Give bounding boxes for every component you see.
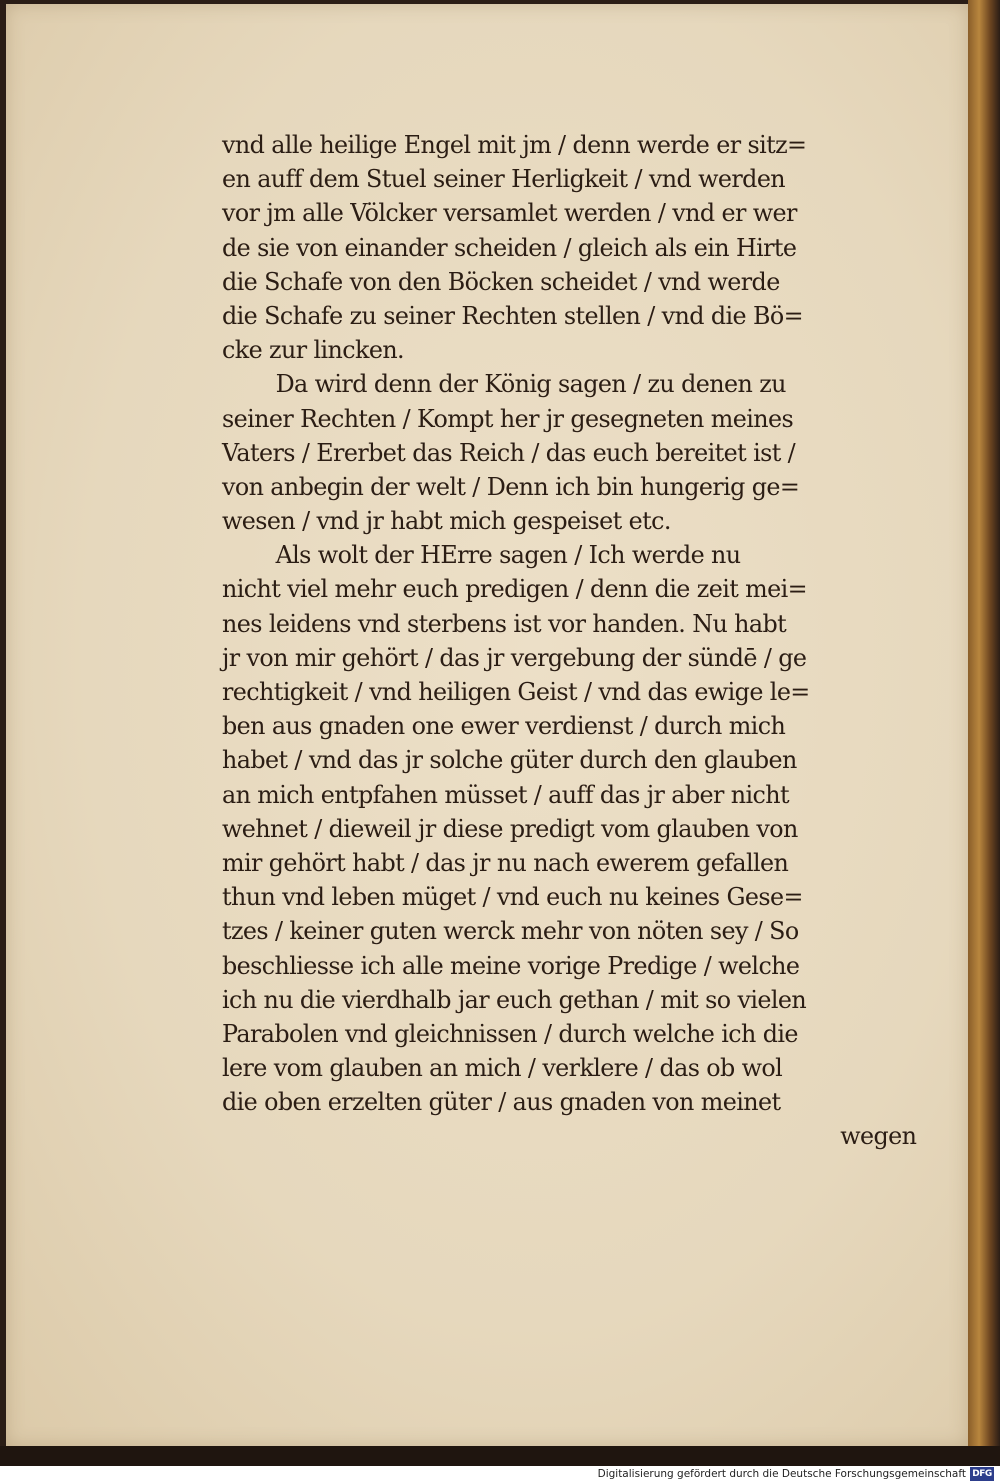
text-line: tzes / keiner guten werck mehr von nöten sey / So [222, 917, 799, 946]
text-line: ben aus gnaden one ewer verdienst / durch mich [222, 712, 786, 741]
funding-credit: Digitalisierung gefördert durch die Deutsche Forschungsgemeinschaft [597, 1468, 966, 1480]
text-line: seiner Rechten / Kompt her jr gesegneten meines [222, 404, 794, 433]
page-text [222, 128, 928, 1154]
text-line: vor jm alle Völcker versamlet werden / vnd er wer [222, 199, 797, 228]
book-page [6, 4, 968, 1446]
text-line: an mich entpfahen müsset / auff das jr aber nicht [222, 780, 790, 809]
text-line: von anbegin der welt / Denn ich bin hungerig ge= [222, 472, 800, 501]
text-line: thun vnd leben müget / vnd euch nu keines Gese= [222, 883, 803, 912]
text-line: habet / vnd das jr solche güter durch den glauben [222, 746, 797, 775]
text-line: die Schafe zu seiner Rechten stellen / vnd die Bö= [222, 301, 803, 330]
text-line: ich nu die vierdhalb jar euch gethan / mit so vielen [222, 985, 807, 1014]
text-line: wehnet / dieweil jr diese predigt vom glauben von [222, 814, 798, 843]
text-line: wesen / vnd jr habt mich gespeiset etc. [222, 507, 671, 536]
text-line: lere vom glauben an mich / verklere / das ob wol [222, 1054, 783, 1083]
text-line: Parabolen vnd gleichnissen / durch welche ich die [222, 1019, 798, 1048]
text-line: die oben erzelten güter / aus gnaden von meinet [222, 1088, 781, 1117]
text-line: mir gehört habt / das jr nu nach ewerem gefallen [222, 848, 789, 877]
text-line: Da wird denn der König sagen / zu denen zu [275, 370, 786, 399]
text-line: en auff dem Stuel seiner Herligkeit / vnd werden [222, 165, 786, 194]
dfg-logo-icon: DFG [970, 1467, 994, 1481]
text-line: jr von mir gehört / das jr vergebung der sündē / ge [222, 643, 807, 672]
text-line: Vaters / Ererbet das Reich / das euch bereitet ist / [222, 438, 796, 467]
text-line: nicht viel mehr euch predigen / denn die zeit mei= [222, 575, 808, 604]
text-line: de sie von einander scheiden / gleich als ein Hirte [222, 233, 797, 262]
text-line: vnd alle heilige Engel mit jm / denn werde er sitz= [222, 131, 807, 159]
text-line: nes leidens vnd sterbens ist vor handen. Nu habt [222, 609, 787, 638]
text-line: rechtigkeit / vnd heiligen Geist / vnd das ewige le= [222, 678, 810, 706]
text-line: cke zur lincken. [222, 336, 405, 365]
text-line: die Schafe von den Böcken scheidet / vnd werde [222, 267, 780, 296]
text-line: wegen [840, 1122, 917, 1151]
scan-margin [0, 1446, 1000, 1466]
book-edge [968, 0, 1000, 1450]
text-line: Als wolt der HErre sagen / Ich werde nu [275, 541, 741, 570]
text-line: beschliesse ich alle meine vorige Predige / welche [222, 951, 800, 980]
